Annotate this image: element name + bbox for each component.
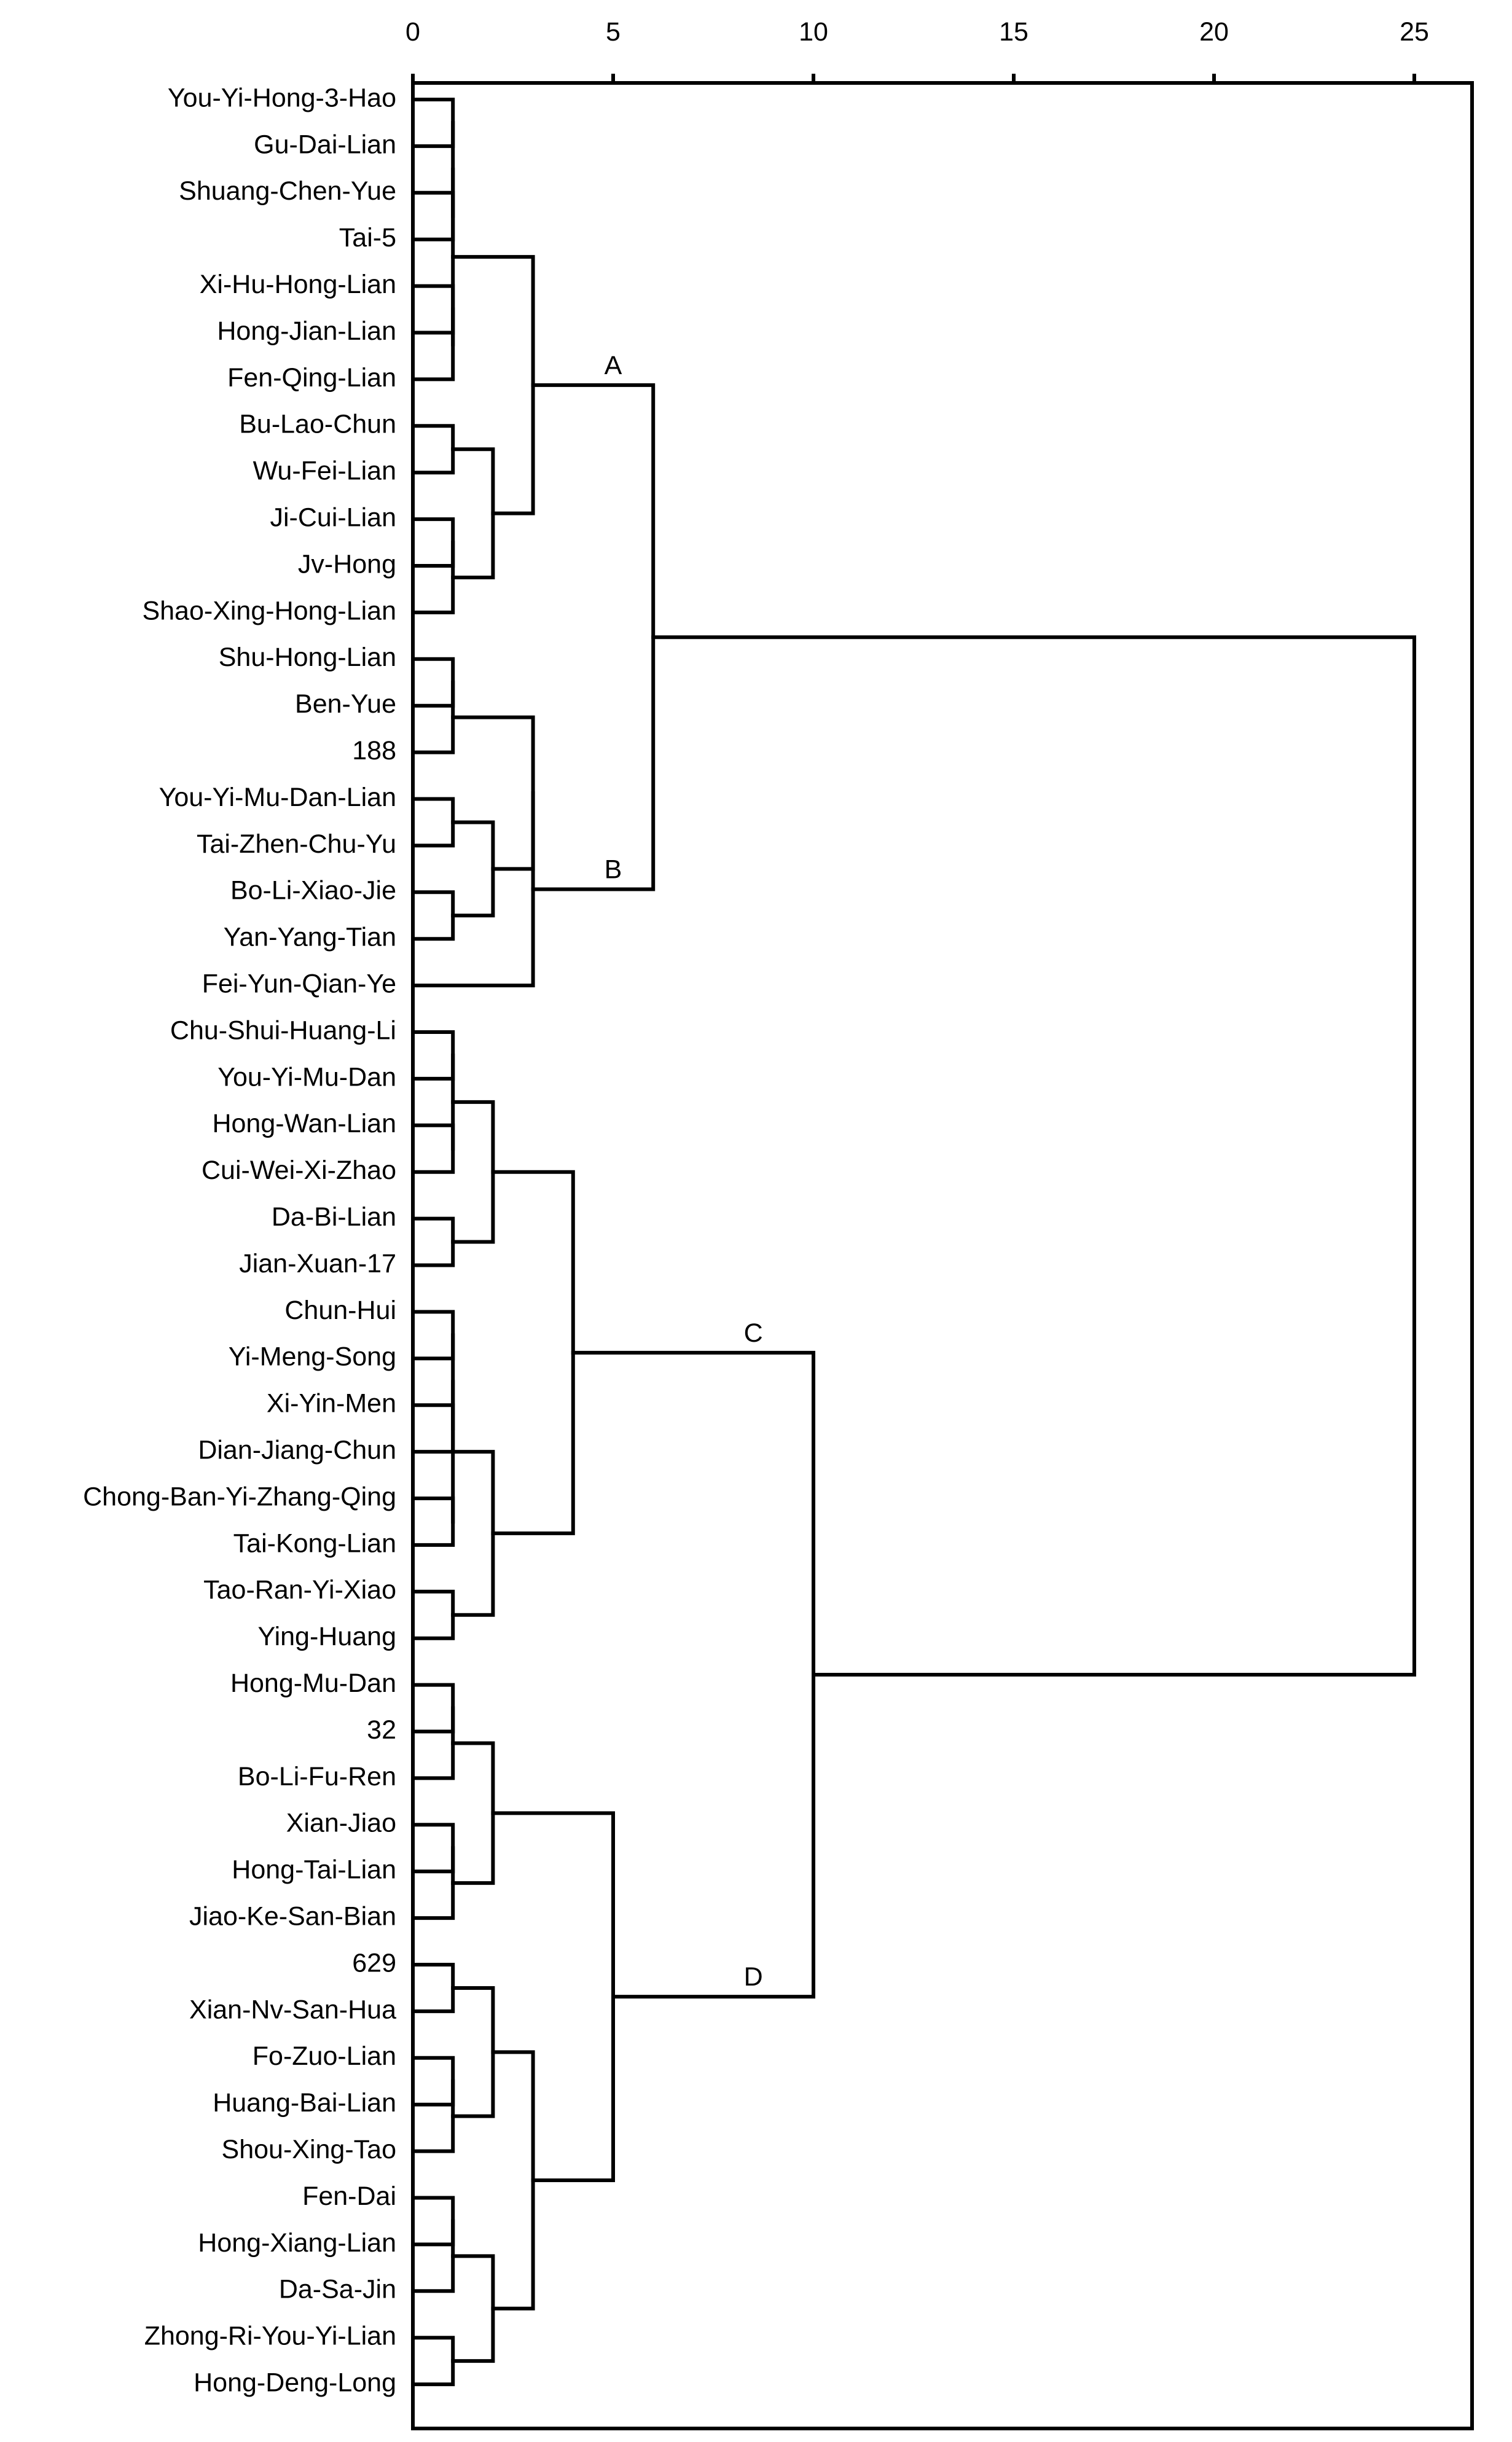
branch [573,1353,813,1997]
branch [453,822,493,915]
leaf-label: Hong-Wan-Lian [212,1109,396,1139]
leaf-label: Bo-Li-Xiao-Jie [230,875,396,906]
axis-tick-label-5: 5 [606,17,621,47]
leaf-label: Hong-Deng-Long [194,2368,396,2398]
leaf-label: Jian-Xuan-17 [239,1248,396,1278]
branch [653,637,1414,1675]
branch [413,310,453,380]
leaf-label: 188 [352,735,396,765]
leaf-label: Hong-Jian-Lian [217,316,396,346]
cluster-label-a: A [604,350,622,380]
branch [413,1685,453,1732]
branch [413,2221,453,2291]
leaf-label: Shou-Xing-Tao [221,2134,396,2164]
leaf-label: Wu-Fei-Lian [253,456,396,486]
leaf-label: Hong-Xiang-Lian [198,2228,396,2258]
leaf-label: Jiao-Ke-San-Bian [189,1901,396,1931]
leaf-label: Shuang-Chen-Yue [179,176,396,206]
branch [413,1592,453,1638]
branch [453,449,493,577]
axis-tick-label-25: 25 [1400,17,1429,47]
branch [413,1965,453,2011]
branch [413,2081,453,2151]
leaf-label: Tao-Ran-Yi-Xiao [203,1575,396,1605]
cluster-label-b: B [604,855,622,885]
leaf-label: 629 [352,1948,396,1978]
branch [453,1452,493,1615]
branch [413,519,453,566]
branch [413,683,453,753]
branch [413,2338,453,2384]
leaf-label: You-Yi-Mu-Dan-Lian [159,782,396,812]
branch [533,385,654,890]
leaf-label: Da-Sa-Jin [278,2274,396,2304]
branch [413,1032,453,1079]
leaf-label: Ben-Yue [295,689,396,719]
branch [413,1219,453,1266]
leaf-label: 32 [367,1715,396,1745]
leaf-label: Bu-Lao-Chun [239,409,396,439]
leaf-label: Hong-Tai-Lian [232,1855,396,1885]
leaf-label: Jv-Hong [297,549,396,579]
axis-tick-label-0: 0 [405,17,420,47]
leaf-label: Yan-Yang-Tian [223,922,396,952]
leaf-label: Zhong-Ri-You-Yi-Lian [144,2321,396,2351]
branch [413,892,453,939]
branch [413,2198,453,2245]
leaf-label: Hong-Mu-Dan [230,1668,396,1698]
branch [413,1405,453,1452]
leaf-labels [83,83,396,2397]
branch [493,2052,533,2308]
leaf-label: Tai-5 [339,223,396,253]
branch [413,1708,453,1779]
leaf-label: Xian-Jiao [286,1808,396,1838]
leaf-label: Chu-Shui-Huang-Li [170,1016,396,1046]
leaf-label: Ji-Cui-Lian [270,503,396,533]
branch [413,100,453,146]
branch [413,1825,453,1871]
branch [413,659,453,706]
branch [413,799,453,846]
leaf-label: Bo-Li-Fu-Ren [237,1761,396,1791]
branch [413,1125,453,1172]
axis-tick-label-15: 15 [999,17,1028,47]
leaf-label: Dian-Jiang-Chun [198,1435,396,1465]
leaf-label: Tai-Zhen-Chu-Yu [196,829,396,859]
branch [493,1172,573,1533]
leaf-label: Gu-Dai-Lian [254,130,396,160]
cluster-label-d: D [743,1962,763,1992]
leaf-label: Da-Bi-Lian [271,1202,396,1232]
branch [413,286,453,333]
branch [493,1813,613,2180]
leaf-label: Xi-Yin-Men [266,1388,396,1419]
branch [413,193,453,240]
leaf-label: Chong-Ban-Yi-Zhang-Qing [83,1482,396,1512]
branch [413,426,453,472]
branch [413,1498,453,1545]
cluster-labels [605,351,763,1992]
leaf-label: Chun-Hui [284,1295,396,1325]
distance-axis [405,17,1429,83]
branches [413,100,1414,2384]
leaf-label: You-Yi-Mu-Dan [217,1062,396,1092]
leaf-label: Shao-Xing-Hong-Lian [142,596,396,626]
leaf-label: Xian-Nv-San-Hua [189,1995,396,2025]
leaf-label: You-Yi-Hong-3-Hao [167,83,396,113]
branch [453,2256,493,2361]
leaf-label: Shu-Hong-Lian [218,643,396,673]
leaf-label: Huang-Bai-Lian [213,2088,396,2118]
leaf-label: Xi-Hu-Hong-Lian [199,269,396,299]
leaf-label: Tai-Kong-Lian [233,1528,396,1559]
leaf-label: Fen-Dai [302,2181,396,2211]
branch [453,1102,493,1242]
branch [413,2058,453,2105]
branch [453,1743,493,1883]
axis-tick-label-20: 20 [1199,17,1229,47]
leaf-label: Cui-Wei-Xi-Zhao [202,1156,396,1186]
leaf-label: Fo-Zuo-Lian [252,2041,396,2072]
axis-tick-label-10: 10 [799,17,828,47]
leaf-label: Yi-Meng-Song [228,1342,396,1372]
leaf-label: Ying-Huang [257,1622,396,1652]
branch [413,1312,453,1358]
cluster-label-c: C [743,1318,763,1348]
leaf-label: Fen-Qing-Lian [227,362,396,393]
leaf-label: Fei-Yun-Qian-Ye [202,969,396,999]
branch [413,1848,453,1918]
branch [413,542,453,612]
branch [453,1988,493,2116]
